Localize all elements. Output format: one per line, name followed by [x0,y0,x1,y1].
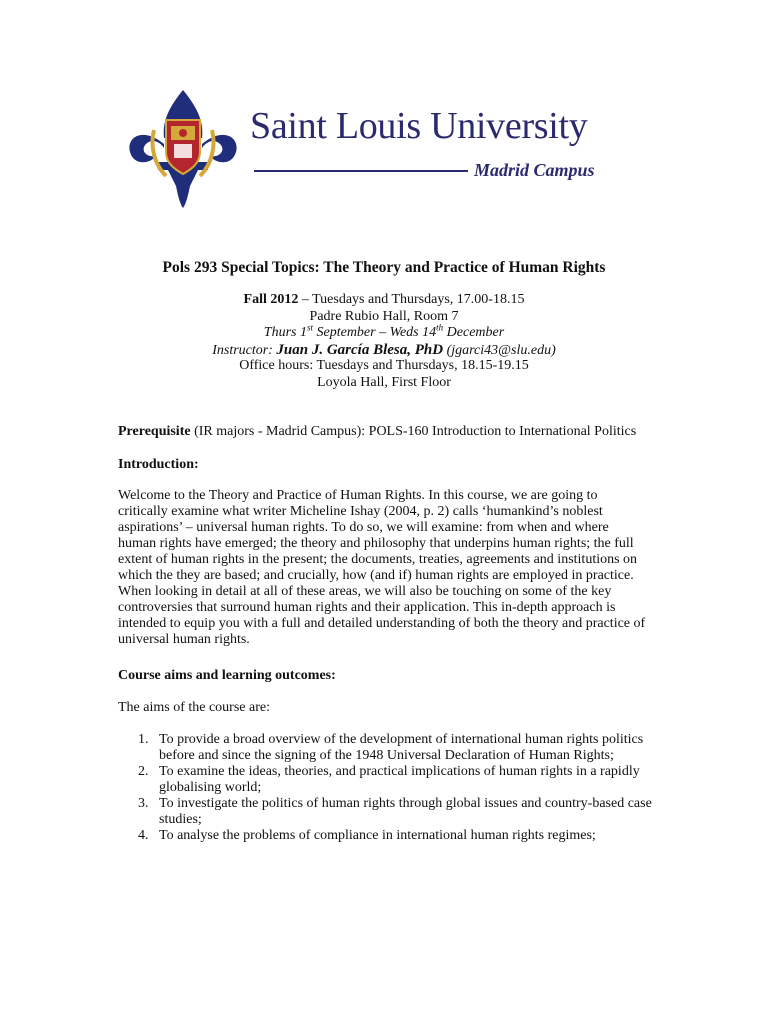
header-rule [254,170,468,172]
course-dates [0,322,768,342]
list-item-number: 4. [138,828,149,843]
room: Padre Rubio Hall, Room 7 [309,308,459,324]
term: Fall 2012 [243,292,299,307]
list-item-number: 3. [138,796,149,811]
start-date-suffix: st [306,322,313,333]
aims-intro: The aims of the course are: [118,700,270,715]
prerequisite-text: (IR majors - Madrid Campus): POLS-160 Introduction to International Politics [190,424,637,439]
term-line [0,292,768,309]
prerequisite [118,424,648,440]
instructor-email: (jgarci43@slu.edu) [443,342,556,358]
prerequisite-label: Prerequisite [118,424,191,439]
instructor-name: Juan J. García Blesa, PhD [276,341,444,358]
university-name: Saint Louis University [250,105,588,147]
list-item-number: 2. [138,764,149,779]
list-item [118,828,658,844]
office-location: Loyola Hall, First Floor [317,374,451,390]
university-logo [124,84,644,214]
end-date-suffix: th [436,322,444,333]
aims-list [118,732,658,844]
list-item-text: To investigate the politics of human rights through global issues and country-based case studies; [159,796,652,827]
schedule: – Tuesdays and Thursdays, 17.00-18.15 [298,292,525,307]
introduction-paragraph: Welcome to the Theory and Practice of Human Rights. In this course, we are going to critically examine what writer Micheline Ishay (2004, p. 2) calls ‘humankind’s noblest aspirations’ – universal human rights. To do so, we will examine: from when and where human rights have emerged; the theory and philosophy that underpins human rights; the full extent of human rights in the present; the documents, treaties, agreements and institutions on which the they are based; and crucially, how (and if) human rights are employed in practice. When looking in detail at all of these areas, we will also be touching on some of the key controversies that surround human rights and their application. This in-depth approach is intended to equip you with a full and detailed understanding of both the theory and practice of universal human rights. [118,488,646,647]
aims-heading: Course aims and learning outcomes: [118,668,336,683]
instructor-label: Instructor: [212,342,277,358]
introduction-heading: Introduction: [118,457,199,472]
list-item [118,764,658,796]
list-item-text: To analyse the problems of compliance in international human rights regimes; [159,828,596,843]
list-item-text: To provide a broad overview of the development of international human rights politics before and since the signing of the 1948 Universal Declaration of Human Rights; [159,732,644,763]
start-date: Thurs 1 [263,325,307,340]
list-item-text: To examine the ideas, theories, and practical implications of human rights in a rapidly globalising world; [159,764,640,795]
list-item-number: 1. [138,732,149,747]
end-date-month: December [443,325,505,340]
course-title: Pols 293 Special Topics: The Theory and Practice of Human Rights [162,259,606,276]
list-item [118,796,658,828]
date-range-middle: September – Weds 14 [313,325,437,340]
office-hours: Office hours: Tuesdays and Thursdays, 18.15-19.15 [239,358,529,373]
campus-name: Madrid Campus [474,160,595,180]
course-info [0,292,768,391]
instructor-line [0,342,768,359]
list-item [118,732,658,764]
fleur-de-lis-crest-icon [124,86,242,210]
